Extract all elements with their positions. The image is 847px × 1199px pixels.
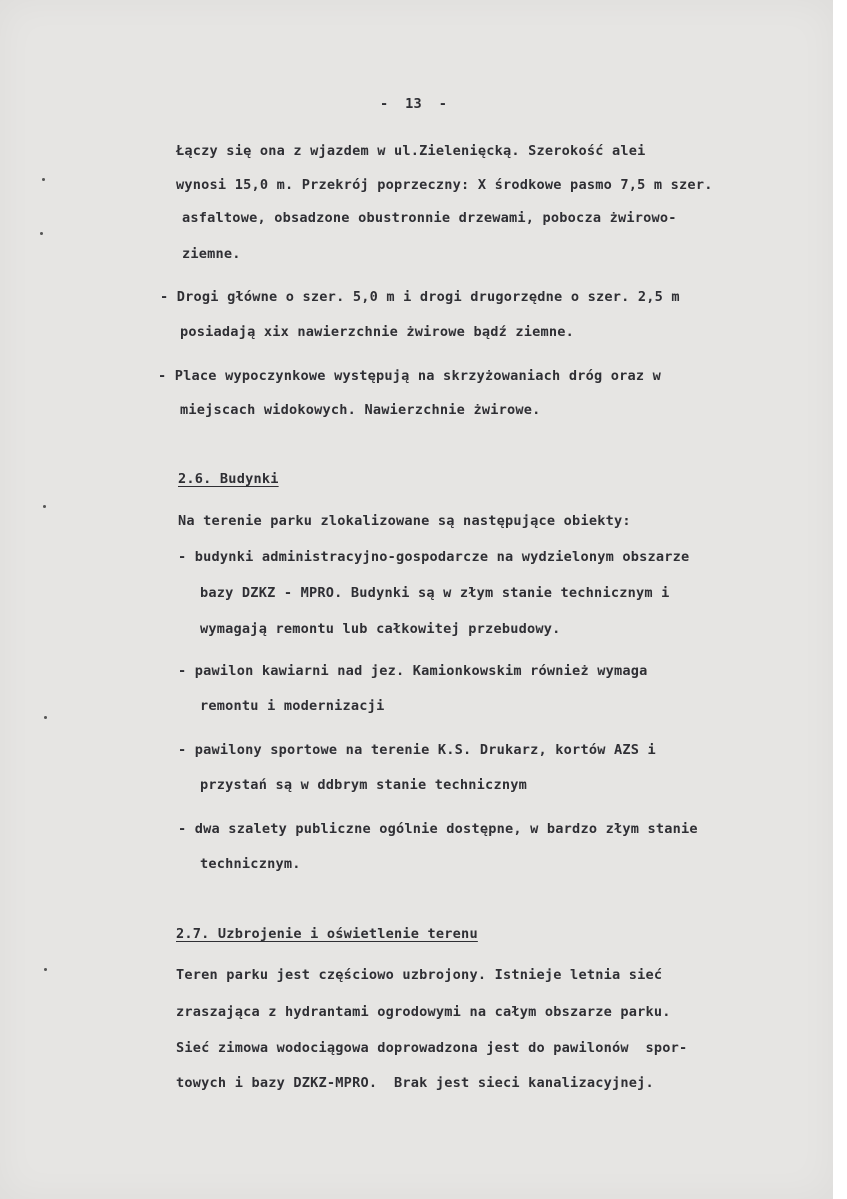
section-heading-budynki: 2.6. Budynki <box>178 471 279 487</box>
page-number: - 13 - <box>380 96 448 112</box>
text-line: zraszająca z hydrantami ogrodowymi na całym obszarze parku. <box>176 1004 671 1020</box>
list-item: - pawilon kawiarni nad jez. Kamionkowskim również wymaga <box>178 663 648 679</box>
list-item: - budynki administracyjno-gospodarcze na wydzielonym obszarze <box>178 549 690 565</box>
text-line: Sieć zimowa wodociągowa doprowadzona jest do pawilonów spor- <box>176 1040 688 1056</box>
list-item-cont: technicznym. <box>200 856 301 872</box>
paper-speck <box>40 232 43 235</box>
section-intro: Na terenie parku zlokalizowane są następujące obiekty: <box>178 513 631 529</box>
list-item-place: - Place wypoczynkowe występują na skrzyżowaniach dróg oraz w <box>158 368 662 384</box>
paper-speck <box>43 505 46 508</box>
text-line: Teren parku jest częściowo uzbrojony. Istnieje letnia sieć <box>176 967 663 983</box>
list-item-drogi-cont: posiadają xix nawierzchnie żwirowe bądź ziemne. <box>180 324 575 340</box>
paper-speck <box>44 968 47 971</box>
text-line: asfaltowe, obsadzone obustronnie drzewami, pobocza żwirowo- <box>182 210 677 226</box>
paper-speck <box>44 716 47 719</box>
list-item: - pawilony sportowe na terenie K.S. Drukarz, kortów AZS i <box>178 742 656 758</box>
text-line: towych i bazy DZKZ-MPRO. Brak jest sieci kanalizacyjnej. <box>176 1075 654 1091</box>
section-heading-uzbrojenie: 2.7. Uzbrojenie i oświetlenie terenu <box>176 926 478 942</box>
list-item: - dwa szalety publiczne ogólnie dostępne, w bardzo złym stanie <box>178 821 698 837</box>
list-item-cont: wymagają remontu lub całkowitej przebudowy. <box>200 621 561 637</box>
scan-margin <box>833 0 847 1199</box>
text-line: Łączy się ona z wjazdem w ul.Zielenięcką. Szerokość alei <box>176 143 646 159</box>
list-item-cont: bazy DZKZ - MPRO. Budynki są w złym stanie technicznym i <box>200 585 670 601</box>
paper-speck <box>42 178 45 181</box>
text-line: ziemne. <box>182 246 241 262</box>
list-item-cont: remontu i modernizacji <box>200 698 385 714</box>
list-item-place-cont: miejscach widokowych. Nawierzchnie żwirowe. <box>180 402 541 418</box>
list-item-drogi: - Drogi główne o szer. 5,0 m i drogi drugorzędne o szer. 2,5 m <box>160 289 680 305</box>
list-item-cont: przystań są w ddbrym stanie technicznym <box>200 777 527 793</box>
text-line: wynosi 15,0 m. Przekrój poprzeczny: X środkowe pasmo 7,5 m szer. <box>176 177 713 193</box>
